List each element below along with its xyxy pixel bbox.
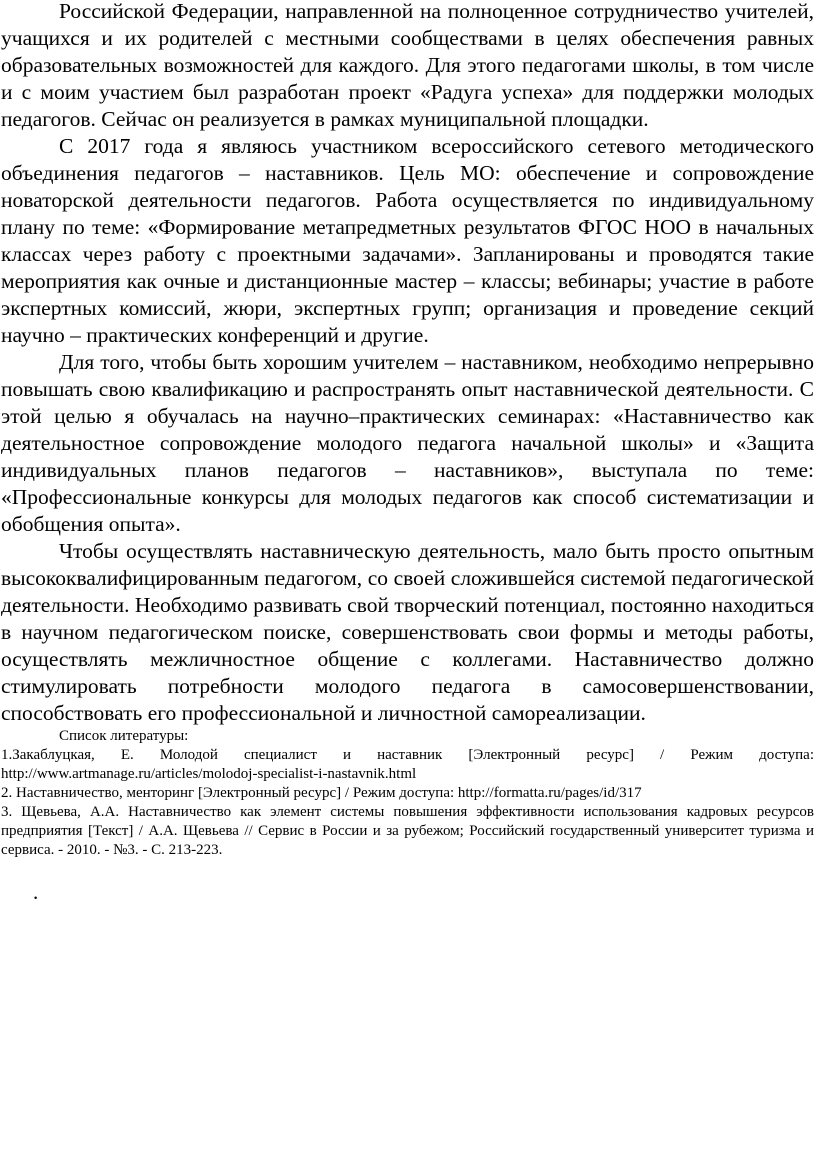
- reference-item-3: 3. Щевьева, А.А. Наставничество как элемент системы повышения эффективности использования кадровых ресурсов предприятия [Текст] / А.А. Щевьева // Сервис в России и за рубежом; Российский государственный университет туризма и сервиса. - 2010. - №3. - С. 213-223.: [1, 804, 814, 858]
- reference-item-2: 2. Наставничество, менторинг [Электронный ресурс] / Режим доступа: http://formatta.ru/pages/id/317: [1, 785, 642, 801]
- references-section: [1, 727, 814, 860]
- references-title: Список литературы:: [59, 728, 189, 744]
- paragraph-2: С 2017 года я являюсь участником всероссийского сетевого методического объединения педагогов – наставников. Цель МО: обеспечение и сопровождение новаторской деятельности педагогов. Работа осуществляется по индивидуальному плану по теме: «Формирование метапредметных результатов ФГОС НОО в начальных классах через работу с проектными задачами». Запланированы и проводятся такие мероприятия как очные и дистанционные мастер – классы; вебинары; участие в работе экспертных комиссий, жюри, экспертных групп; организация и проведение секций научно – практических конференций и другие.: [1, 134, 814, 347]
- document-body: [1, 0, 814, 727]
- paragraph-3: Для того, чтобы быть хорошим учителем – наставником, необходимо непрерывно повышать свою квалификацию и распространять опыт наставнической деятельности. С этой целью я обучалась на научно–практических семинарах: «Наставничество как деятельностное сопровождение молодого педагога начальной школы» и «Защита индивидуальных планов педагогов – наставников», выступала по теме: «Профессиональные конкурсы для молодых педагогов как способ систематизации и обобщения опыта».: [1, 350, 814, 536]
- trailing-dot: .: [33, 880, 39, 904]
- reference-item-1: 1.Закаблуцкая, Е. Молодой специалист и наставник [Электронный ресурс] / Режим доступа: http://www.artmanage.ru/articles/molodoj-specialist-i-nastavnik.html: [1, 747, 814, 782]
- paragraph-4: Чтобы осуществлять наставническую деятельность, мало быть просто опытным высококвалифицированным педагогом, со своей сложившейся системой педагогической деятельности. Необходимо развивать свой творческий потенциал, постоянно находиться в научном педагогическом поиске, совершенствовать свои формы и методы работы, осуществлять межличностное общение с коллегами. Наставничество должно стимулировать потребности молодого педагога в самосовершенствовании, способствовать его профессиональной и личностной самореализации.: [1, 539, 814, 725]
- paragraph-1: Российской Федерации, направленной на полноценное сотрудничество учителей, учащихся и их родителей с местными сообществами в целях обеспечения равных образовательных возможностей для каждого. Для этого педагогами школы, в том числе и с моим участием был разработан проект «Радуга успеха» для поддержки молодых педагогов. Сейчас он реализуется в рамках муниципальной площадки.: [1, 0, 814, 131]
